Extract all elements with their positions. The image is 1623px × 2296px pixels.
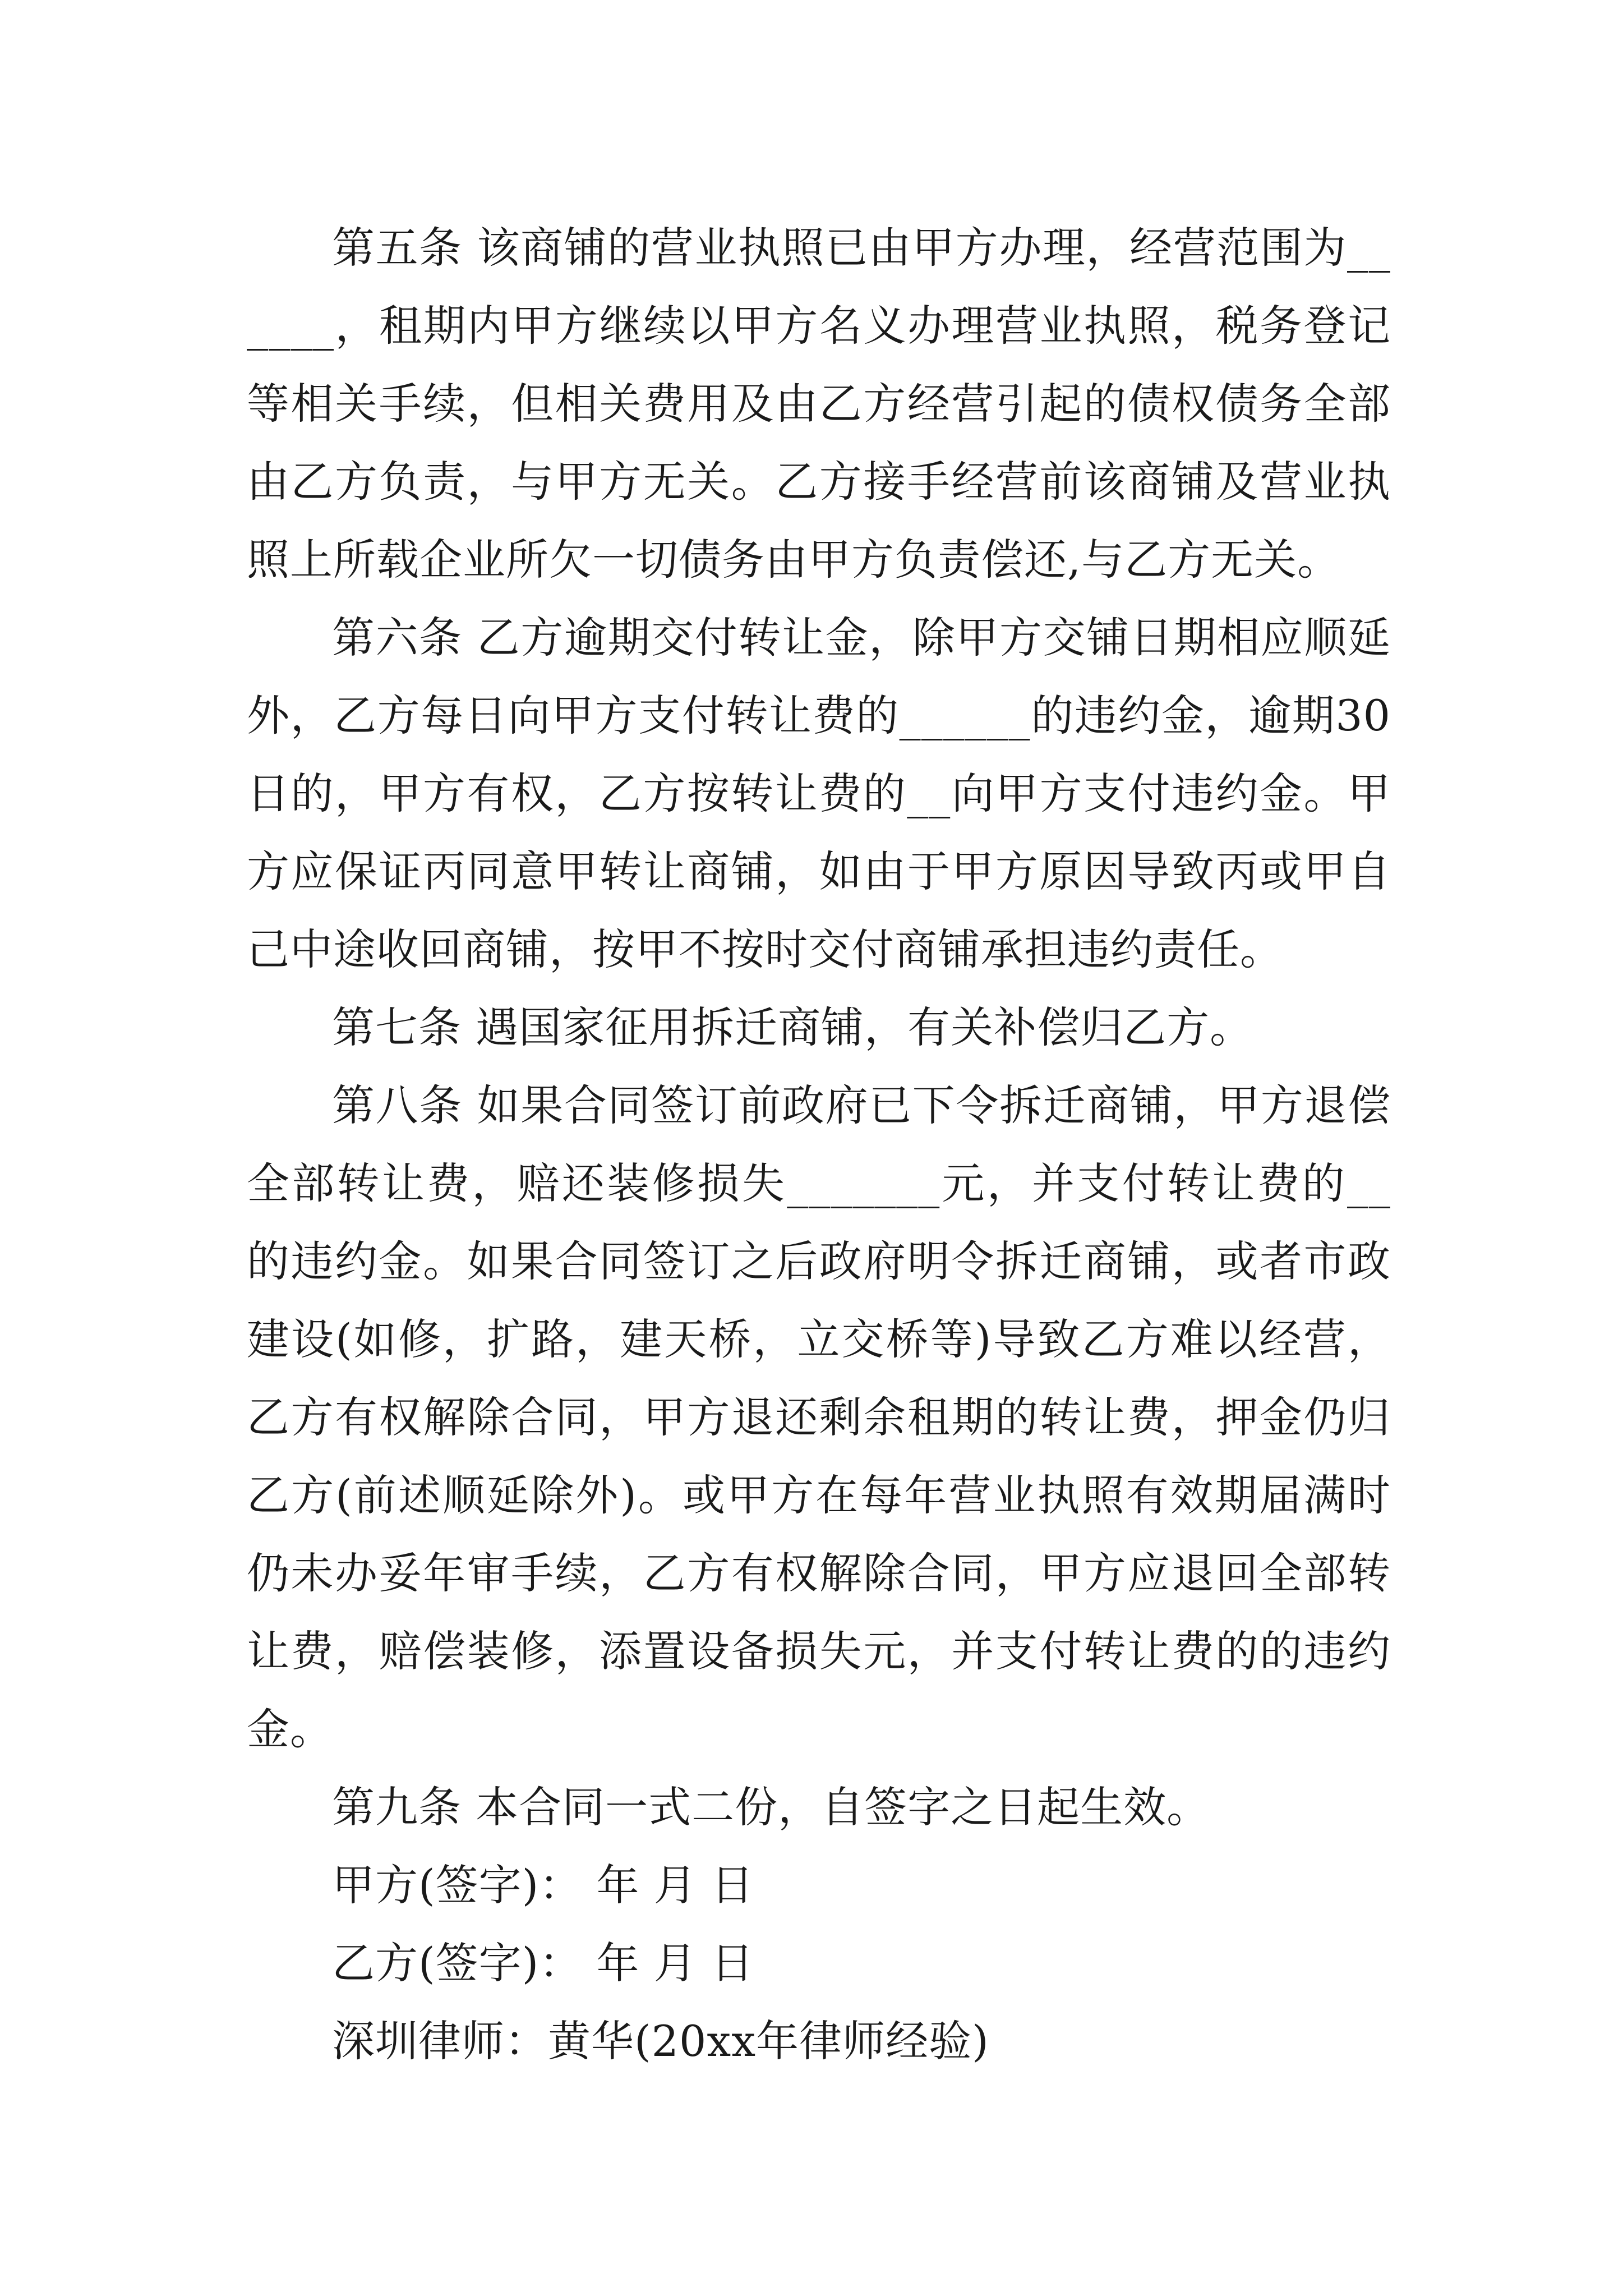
article-8-paragraph: 第八条 如果合同签订前政府已下令拆迁商铺，甲方退偿全部转让费，赔还装修损失_______元，并支付转让费的__的违约金。如果合同签订之后政府明令拆迁商铺，或者市政建设(如修，扩路，建天桥，立交桥等)导致乙方难以经营，乙方有权解除合同，甲方退还剩余租期的转让费，押金仍归乙方(前述顺延除外)。或甲方在每年营业执照有效期届满时仍未办妥年审手续，乙方有权解除合同，甲方应退回全部转让费，赔偿装修，添置设备损失元，并支付转让费的的违约金。 (247, 1080, 1391, 1754)
lawyer-credit-line: 深圳律师：黄华(20xx年律师经验) (332, 2016, 989, 2066)
party-a-signature-line: 甲方(签字)： 年 月 日 (332, 1860, 754, 1910)
article-7-paragraph: 第七条 遇国家征用拆迁商铺，有关补偿归乙方。 (332, 1002, 1253, 1052)
article-9-paragraph: 第九条 本合同一式二份，自签字之日起生效。 (332, 1782, 1210, 1832)
document-body (247, 209, 1391, 2080)
article-5-paragraph: 第五条 该商铺的营业执照已由甲方办理，经营范围为______，租期内甲方继续以甲方名义办理营业执照，税务登记等相关手续，但相关费用及由乙方经营引起的债权债务全部由乙方负责，与甲方无关。乙方接手经营前该商铺及营业执照上所载企业所欠一切债务由甲方负责偿还,与乙方无关。 (247, 223, 1391, 585)
article-6-paragraph: 第六条 乙方逾期交付转让金，除甲方交铺日期相应顺延外，乙方每日向甲方支付转让费的______的违约金，逾期30日的，甲方有权，乙方按转让费的__向甲方支付违约金。甲方应保证丙同意甲转让商铺，如由于甲方原因导致丙或甲自己中途收回商铺，按甲不按时交付商铺承担违约责任。 (247, 613, 1391, 974)
party-b-signature-line: 乙方(签字)： 年 月 日 (332, 1938, 754, 1988)
